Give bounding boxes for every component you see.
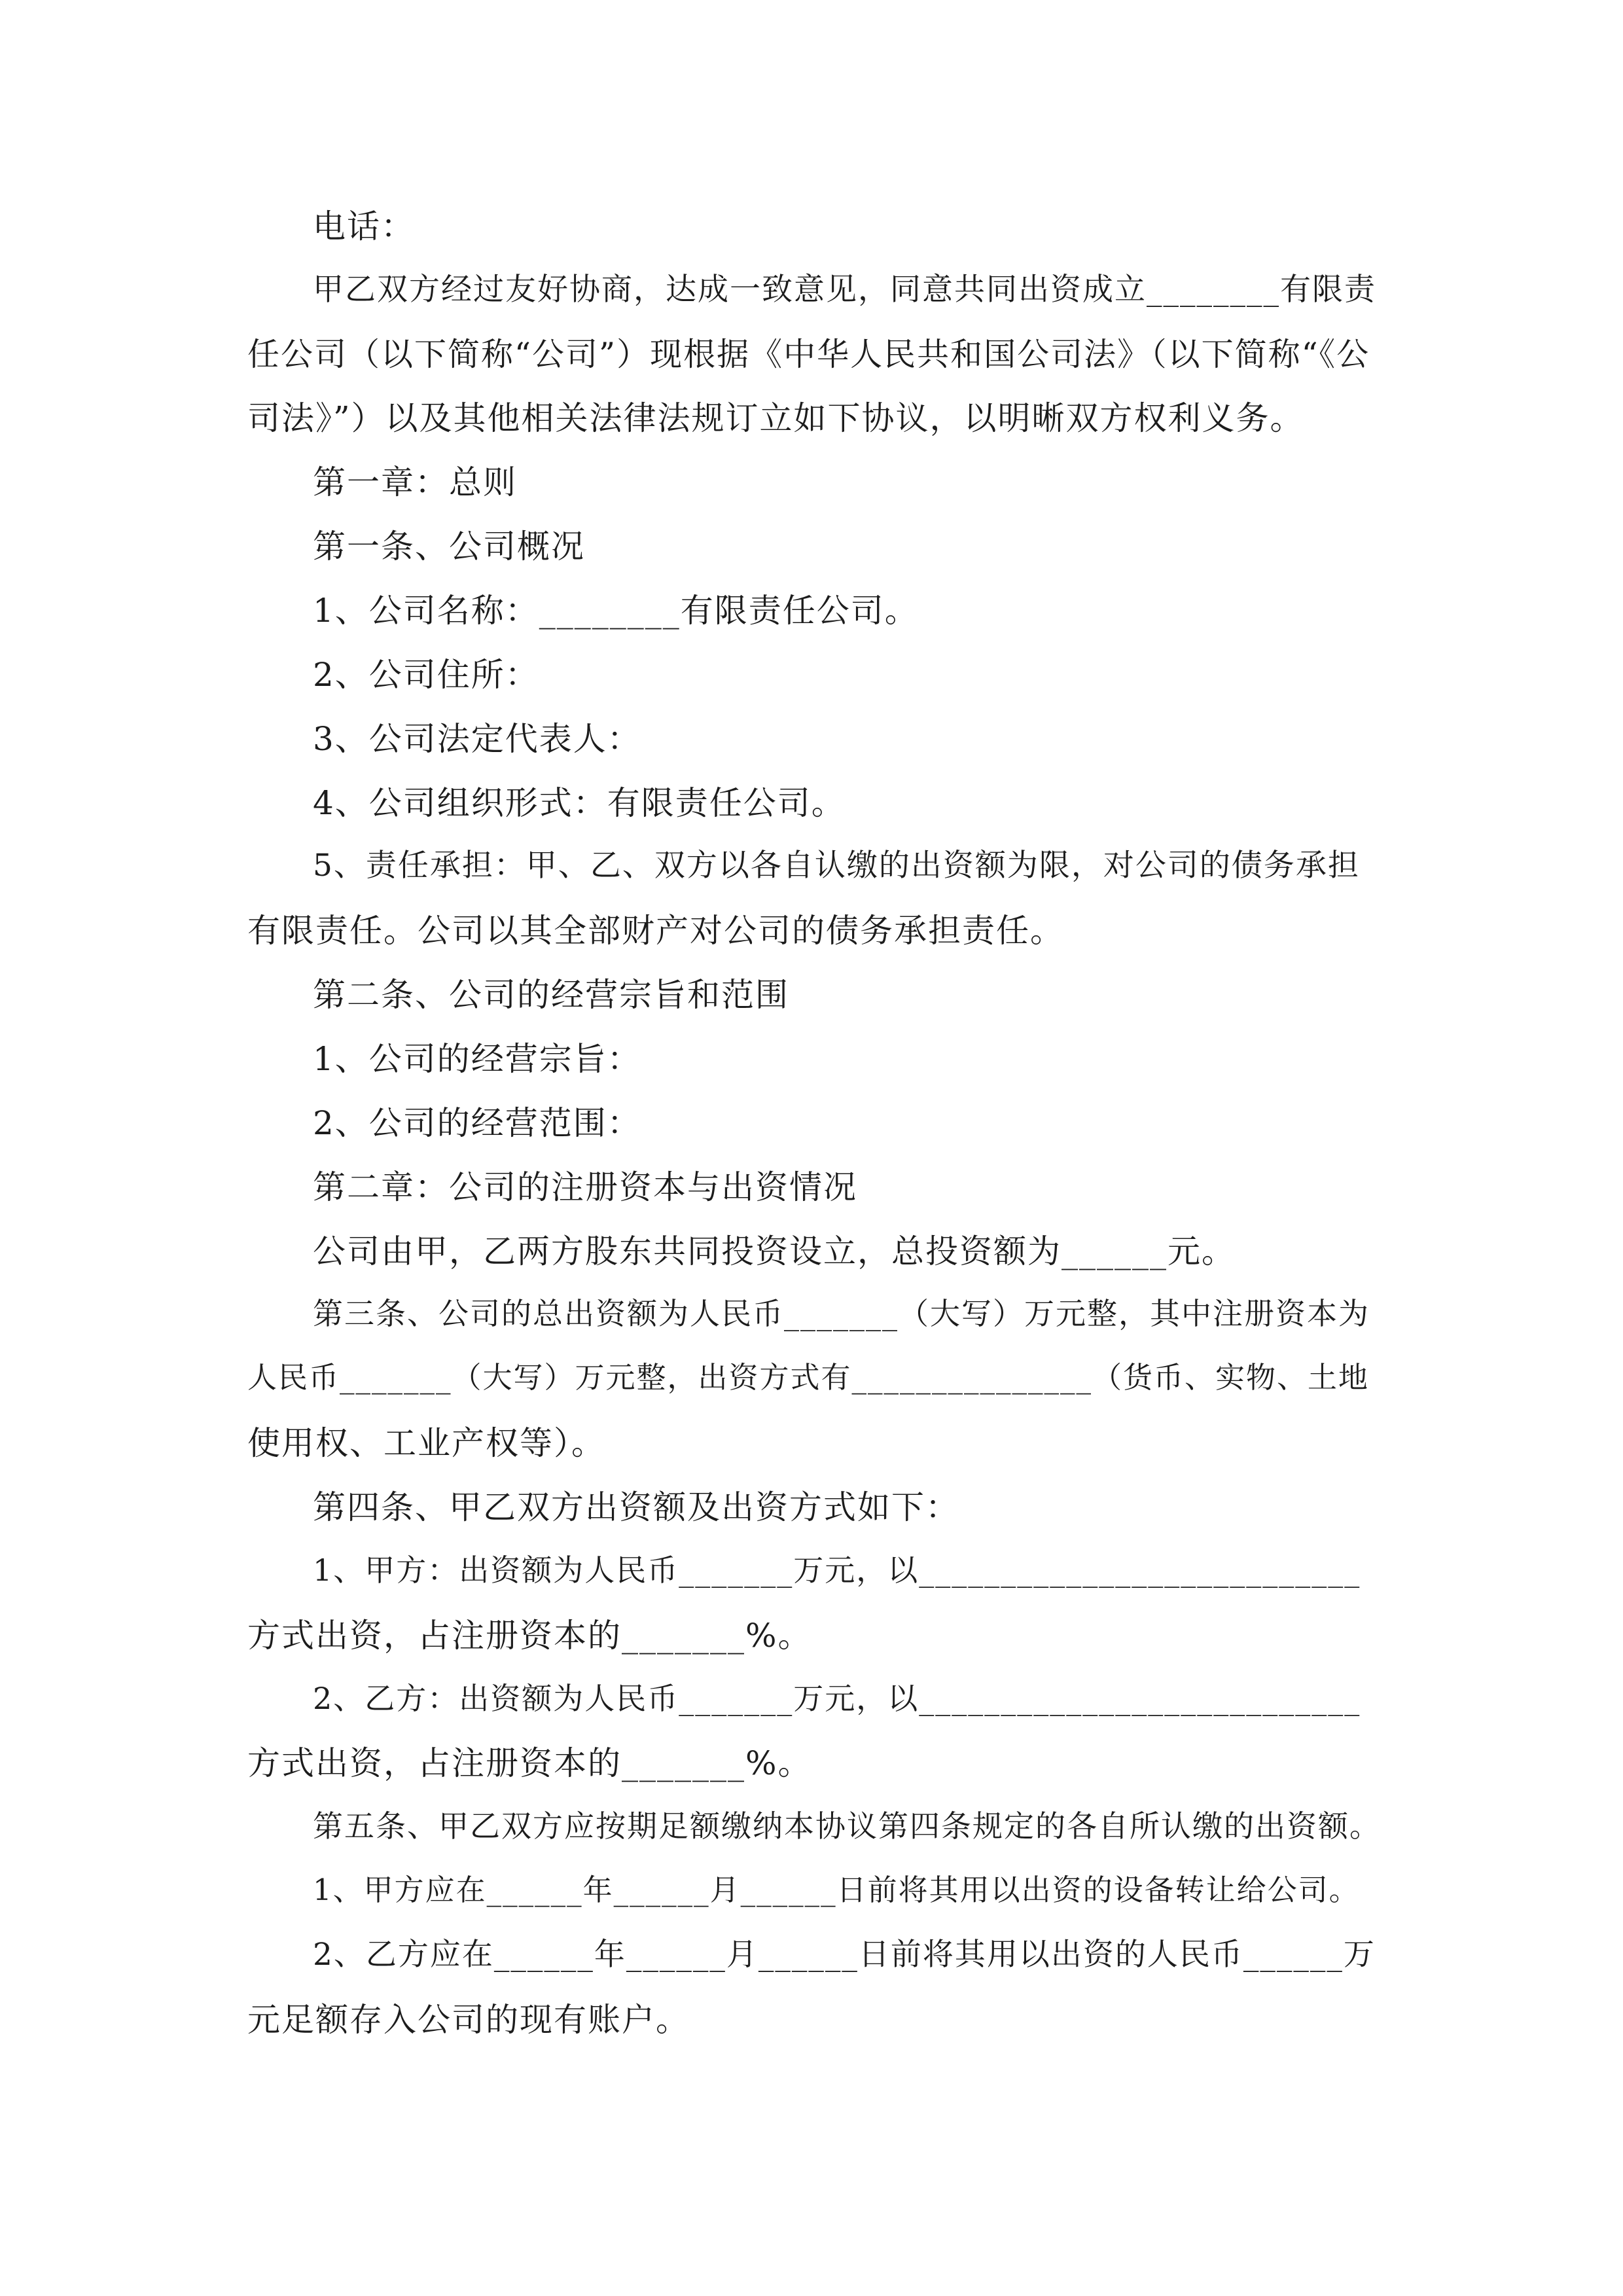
total-investment-line: 公司由甲，乙两方股东共同投资设立，总投资额为______元。	[313, 1232, 1236, 1270]
party-a-deadline-line: 1、甲方应在______年______月______日前将其用以出资的设备转让给公司。	[313, 1873, 1360, 1907]
preamble-line-3: 司法》”）以及其他相关法律法规订立如下协议，以明晰双方权利义务。	[247, 399, 1304, 437]
article-2-heading: 第二条、公司的经营宗旨和范围	[313, 976, 789, 1014]
preamble-line-2: 任公司（以下简称“公司”）现根据《中华人民共和国公司法》（以下简称“《公	[247, 336, 1370, 373]
phone-line: 电话：	[313, 207, 415, 245]
company-name-line: 1、公司名称：________有限责任公司。	[313, 592, 919, 630]
liability-line-1: 5、责任承担：甲、乙、双方以各自认缴的出资额为限，对公司的债务承担	[313, 848, 1360, 884]
party-b-contribution-line-2: 方式出资，占注册资本的_______%。	[247, 1744, 812, 1782]
liability-line-2: 有限责任。公司以其全部财产对公司的债务承担责任。	[247, 912, 1064, 950]
business-purpose-line: 1、公司的经营宗旨：	[313, 1040, 641, 1078]
chapter-2-heading: 第二章：公司的注册资本与出资情况	[313, 1168, 857, 1206]
article-4-heading: 第四条、甲乙双方出资额及出资方式如下：	[313, 1488, 959, 1526]
party-b-contribution-line-1: 2、乙方：出资额为人民币_______万元，以___________________________	[313, 1681, 1361, 1716]
article-3-line-1: 第三条、公司的总出资额为人民币_______（大写）万元整，其中注册资本为	[313, 1296, 1370, 1331]
party-b-deadline-line-1: 2、乙方应在______年______月______日前将其用以出资的人民币______万	[313, 1937, 1376, 1973]
article-1-heading: 第一条、公司概况	[313, 528, 585, 565]
article-3-line-2: 人民币_______（大写）万元整，出资方式有_______________（货币、实物、土地	[247, 1360, 1370, 1395]
party-a-contribution-line-1: 1、甲方：出资额为人民币_______万元，以___________________________	[313, 1552, 1361, 1588]
company-address-line: 2、公司住所：	[313, 656, 539, 694]
party-b-deadline-line-2: 元足额存入公司的现有账户。	[247, 2001, 690, 2039]
chapter-1-heading: 第一章：总则	[313, 463, 517, 501]
business-scope-line: 2、公司的经营范围：	[313, 1104, 641, 1142]
preamble-line-1: 甲乙双方经过友好协商，达成一致意见，同意共同出资成立________有限责	[313, 272, 1376, 308]
article-3-line-3: 使用权、工业产权等）。	[247, 1424, 605, 1462]
article-5-heading: 第五条、甲乙双方应按期足额缴纳本协议第四条规定的各自所认缴的出资额。	[313, 1808, 1381, 1844]
organization-form-line: 4、公司组织形式：有限责任公司。	[313, 784, 846, 822]
party-a-contribution-line-2: 方式出资，占注册资本的_______%。	[247, 1617, 812, 1655]
legal-representative-line: 3、公司法定代表人：	[313, 720, 641, 758]
